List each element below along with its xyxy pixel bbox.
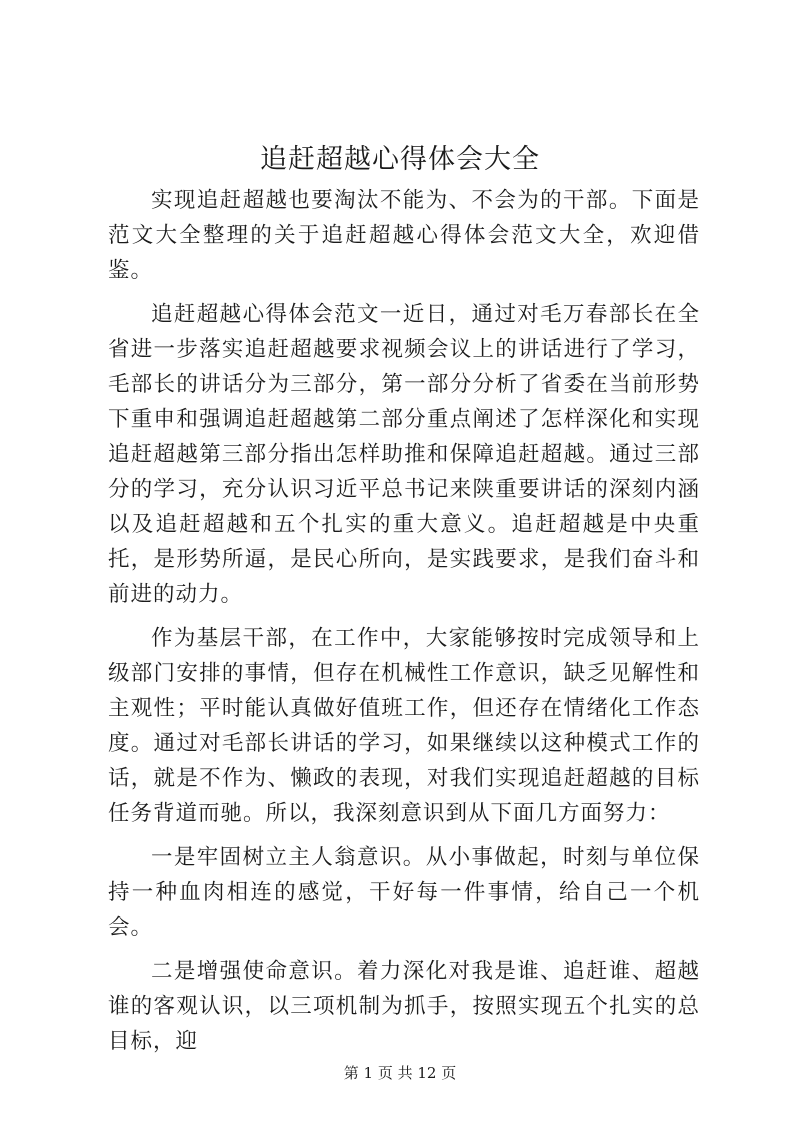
document-title: 追赶超越心得体会大全 xyxy=(260,144,540,175)
paragraph-point-one: 一是牢固树立主人翁意识。从小事做起，时刻与单位保持一种血肉相连的感觉，干好每一件事情，给自己一个机会。 xyxy=(108,845,700,940)
paragraph-point-two: 二是增强使命意识。着力深化对我是谁、追赶谁、超越谁的客观认识，以三项机制为抓手，按照实现五个扎实的总目标，迎 xyxy=(108,959,700,1054)
paragraph-grassroots-cadre: 作为基层干部，在工作中，大家能够按时完成领导和上级部门安排的事情，但存在机械性工作意识，缺乏见解性和主观性；平时能认真做好值班工作，但还存在情绪化工作态度。通过对毛部长讲话的学习，如果继续以这种模式工作的话，就是不作为、懒政的表现，对我们实现追赶超越的目标任务背道而驰。所以，我深刻意识到从下面几方面努力： xyxy=(108,626,700,826)
page-number-footer: 第 1 页 共 12 页 xyxy=(343,1064,457,1082)
document-body xyxy=(108,183,700,1068)
paragraph-intro: 实现追赶超越也要淘汰不能为、不会为的干部。下面是范文大全整理的关于追赶超越心得体会范文大全，欢迎借鉴。 xyxy=(108,188,700,283)
paragraph-essay-one: 追赶超越心得体会范文一近日，通过对毛万春部长在全省进一步落实追赶超越要求视频会议上的讲话进行了学习，毛部长的讲话分为三部分，第一部分分析了省委在当前形势下重申和强调追赶超越第二部分重点阐述了怎样深化和实现追赶超越第三部分指出怎样助推和保障追赶超越。通过三部分的学习，充分认识习近平总书记来陕重要讲话的深刻内涵以及追赶超越和五个扎实的重大意义。追赶超越是中央重托，是形势所逼，是民心所向，是实践要求，是我们奋斗和前进的动力。 xyxy=(108,302,700,607)
